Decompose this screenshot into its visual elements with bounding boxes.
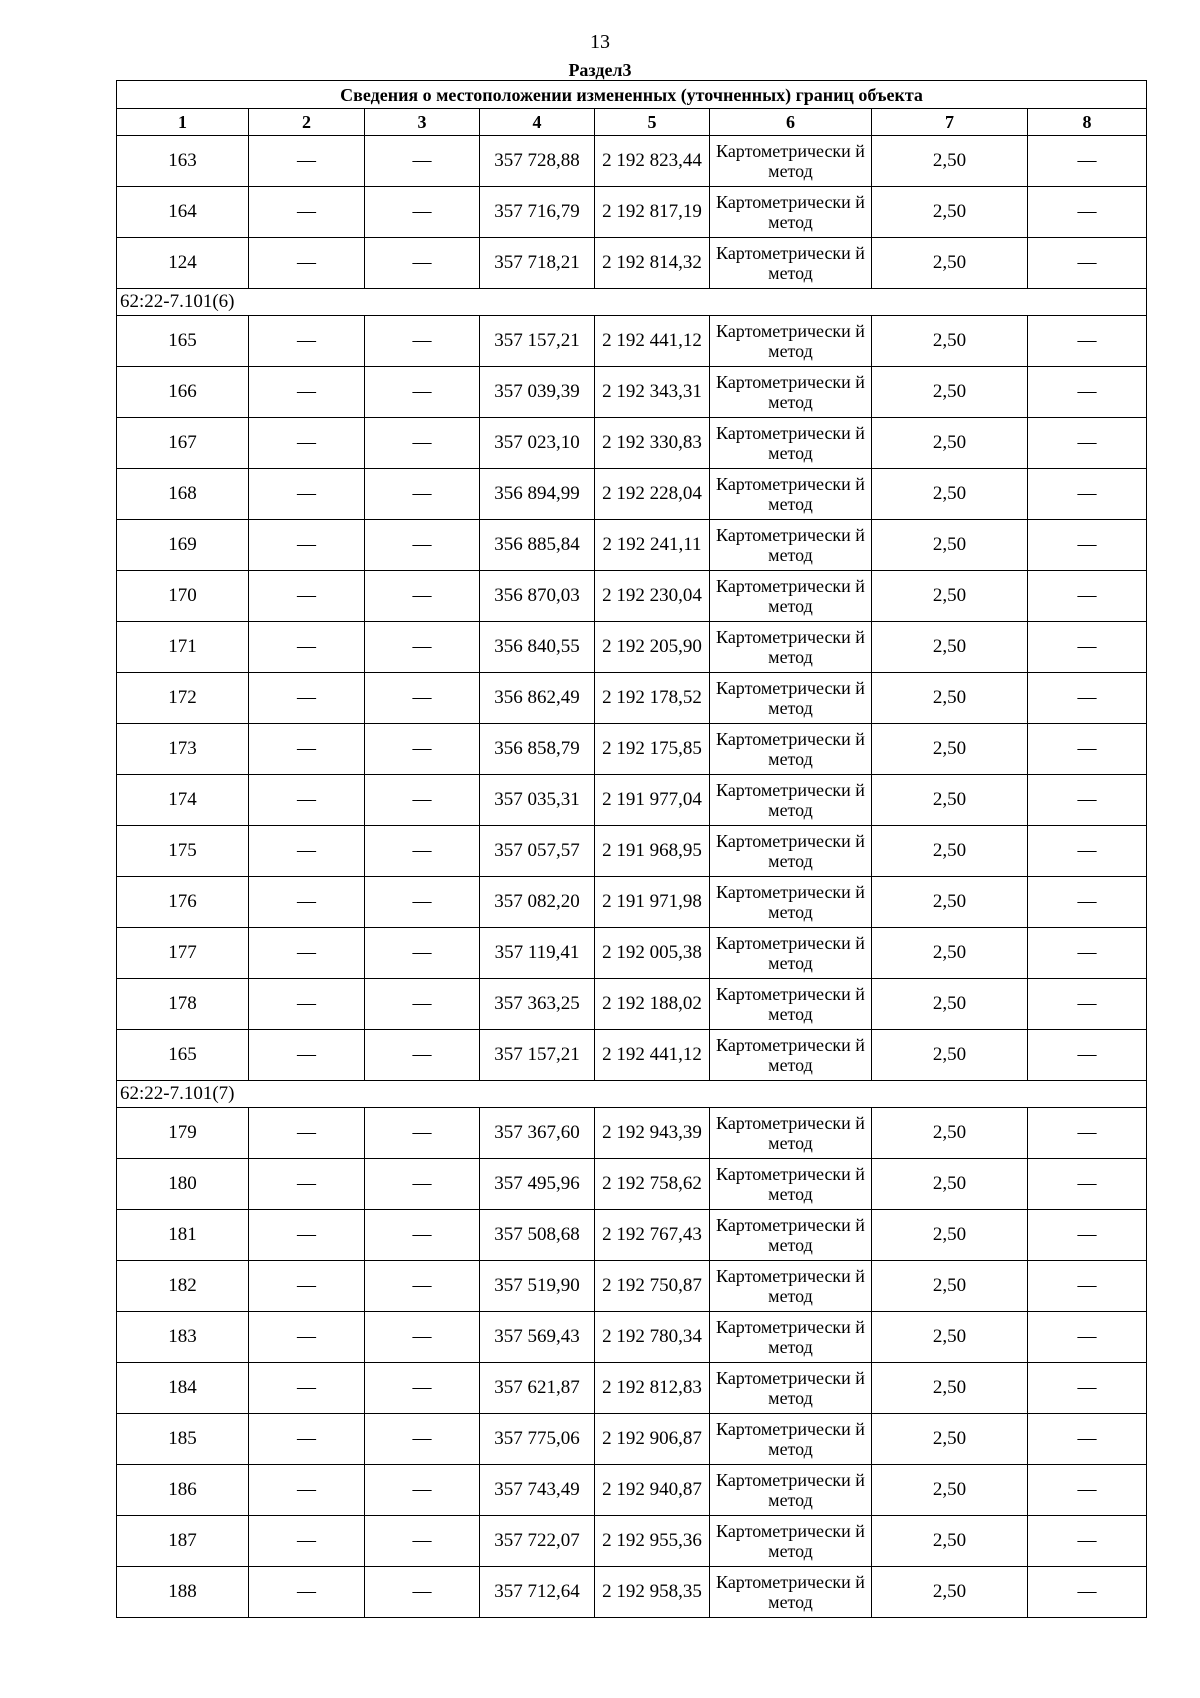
accuracy-value: 2,50 bbox=[872, 316, 1028, 367]
table-row bbox=[117, 673, 1147, 724]
column-2-value: — bbox=[249, 187, 365, 238]
x-coordinate: 357 712,64 bbox=[480, 1567, 595, 1618]
table-row bbox=[117, 1567, 1147, 1618]
y-coordinate: 2 192 005,38 bbox=[595, 928, 710, 979]
method-cell: Картометрически й метод bbox=[710, 1567, 872, 1618]
column-3-value: — bbox=[365, 673, 480, 724]
y-coordinate: 2 192 750,87 bbox=[595, 1261, 710, 1312]
column-2-value: — bbox=[249, 724, 365, 775]
table-row bbox=[117, 136, 1147, 187]
y-coordinate: 2 192 330,83 bbox=[595, 418, 710, 469]
method-cell: Картометрически й метод bbox=[710, 1414, 872, 1465]
x-coordinate: 356 870,03 bbox=[480, 571, 595, 622]
accuracy-value: 2,50 bbox=[872, 928, 1028, 979]
x-coordinate: 357 716,79 bbox=[480, 187, 595, 238]
column-3-value: — bbox=[365, 1363, 480, 1414]
column-8-value: — bbox=[1028, 1567, 1147, 1618]
point-number: 182 bbox=[117, 1261, 249, 1312]
column-3-value: — bbox=[365, 877, 480, 928]
point-number: 163 bbox=[117, 136, 249, 187]
y-coordinate: 2 192 817,19 bbox=[595, 187, 710, 238]
column-2-value: — bbox=[249, 1159, 365, 1210]
method-cell: Картометрически й метод bbox=[710, 418, 872, 469]
point-number: 176 bbox=[117, 877, 249, 928]
method-cell: Картометрически й метод bbox=[710, 928, 872, 979]
x-coordinate: 357 743,49 bbox=[480, 1465, 595, 1516]
x-coordinate: 356 885,84 bbox=[480, 520, 595, 571]
table-row bbox=[117, 1465, 1147, 1516]
point-number: 181 bbox=[117, 1210, 249, 1261]
column-3-value: — bbox=[365, 418, 480, 469]
method-cell: Картометрически й метод bbox=[710, 520, 872, 571]
y-coordinate: 2 192 178,52 bbox=[595, 673, 710, 724]
accuracy-value: 2,50 bbox=[872, 571, 1028, 622]
column-3-value: — bbox=[365, 1567, 480, 1618]
column-8-value: — bbox=[1028, 1363, 1147, 1414]
column-3-value: — bbox=[365, 1159, 480, 1210]
column-3-value: — bbox=[365, 1108, 480, 1159]
x-coordinate: 357 119,41 bbox=[480, 928, 595, 979]
column-header: 5 bbox=[595, 109, 710, 136]
column-2-value: — bbox=[249, 979, 365, 1030]
column-header: 6 bbox=[710, 109, 872, 136]
point-number: 188 bbox=[117, 1567, 249, 1618]
point-number: 124 bbox=[117, 238, 249, 289]
y-coordinate: 2 192 812,83 bbox=[595, 1363, 710, 1414]
column-2-value: — bbox=[249, 1108, 365, 1159]
column-3-value: — bbox=[365, 775, 480, 826]
table-row bbox=[117, 1159, 1147, 1210]
column-3-value: — bbox=[365, 622, 480, 673]
column-8-value: — bbox=[1028, 238, 1147, 289]
point-number: 165 bbox=[117, 316, 249, 367]
accuracy-value: 2,50 bbox=[872, 724, 1028, 775]
y-coordinate: 2 191 971,98 bbox=[595, 877, 710, 928]
table-row bbox=[117, 826, 1147, 877]
column-2-value: — bbox=[249, 1567, 365, 1618]
method-cell: Картометрически й метод bbox=[710, 1210, 872, 1261]
column-3-value: — bbox=[365, 367, 480, 418]
method-cell: Картометрически й метод bbox=[710, 238, 872, 289]
column-3-value: — bbox=[365, 1261, 480, 1312]
accuracy-value: 2,50 bbox=[872, 520, 1028, 571]
column-3-value: — bbox=[365, 1465, 480, 1516]
column-8-value: — bbox=[1028, 826, 1147, 877]
accuracy-value: 2,50 bbox=[872, 775, 1028, 826]
accuracy-value: 2,50 bbox=[872, 469, 1028, 520]
point-number: 179 bbox=[117, 1108, 249, 1159]
x-coordinate: 357 035,31 bbox=[480, 775, 595, 826]
table-row bbox=[117, 877, 1147, 928]
method-cell: Картометрически й метод bbox=[710, 1108, 872, 1159]
method-cell: Картометрически й метод bbox=[710, 826, 872, 877]
column-header-row bbox=[117, 109, 1147, 136]
x-coordinate: 357 569,43 bbox=[480, 1312, 595, 1363]
column-2-value: — bbox=[249, 673, 365, 724]
column-2-value: — bbox=[249, 1030, 365, 1081]
x-coordinate: 357 718,21 bbox=[480, 238, 595, 289]
x-coordinate: 356 894,99 bbox=[480, 469, 595, 520]
method-cell: Картометрически й метод bbox=[710, 1465, 872, 1516]
point-number: 171 bbox=[117, 622, 249, 673]
table-row bbox=[117, 1210, 1147, 1261]
x-coordinate: 357 157,21 bbox=[480, 1030, 595, 1081]
column-3-value: — bbox=[365, 1030, 480, 1081]
column-2-value: — bbox=[249, 571, 365, 622]
column-2-value: — bbox=[249, 1210, 365, 1261]
x-coordinate: 357 082,20 bbox=[480, 877, 595, 928]
table-row bbox=[117, 469, 1147, 520]
x-coordinate: 357 775,06 bbox=[480, 1414, 595, 1465]
y-coordinate: 2 192 906,87 bbox=[595, 1414, 710, 1465]
table-row bbox=[117, 775, 1147, 826]
y-coordinate: 2 192 175,85 bbox=[595, 724, 710, 775]
column-8-value: — bbox=[1028, 928, 1147, 979]
y-coordinate: 2 192 241,11 bbox=[595, 520, 710, 571]
x-coordinate: 357 621,87 bbox=[480, 1363, 595, 1414]
x-coordinate: 356 862,49 bbox=[480, 673, 595, 724]
accuracy-value: 2,50 bbox=[872, 136, 1028, 187]
column-2-value: — bbox=[249, 136, 365, 187]
section-label: Раздел3 bbox=[568, 60, 632, 80]
column-8-value: — bbox=[1028, 520, 1147, 571]
point-number: 170 bbox=[117, 571, 249, 622]
column-3-value: — bbox=[365, 928, 480, 979]
x-coordinate: 356 840,55 bbox=[480, 622, 595, 673]
column-2-value: — bbox=[249, 238, 365, 289]
table-title: Сведения о местоположении измененных (уточненных) границ объекта bbox=[117, 81, 1147, 109]
x-coordinate: 357 367,60 bbox=[480, 1108, 595, 1159]
x-coordinate: 357 508,68 bbox=[480, 1210, 595, 1261]
column-8-value: — bbox=[1028, 673, 1147, 724]
accuracy-value: 2,50 bbox=[872, 1414, 1028, 1465]
column-8-value: — bbox=[1028, 136, 1147, 187]
y-coordinate: 2 192 823,44 bbox=[595, 136, 710, 187]
table-row bbox=[117, 571, 1147, 622]
accuracy-value: 2,50 bbox=[872, 187, 1028, 238]
column-2-value: — bbox=[249, 1312, 365, 1363]
column-2-value: — bbox=[249, 1363, 365, 1414]
y-coordinate: 2 192 780,34 bbox=[595, 1312, 710, 1363]
column-2-value: — bbox=[249, 775, 365, 826]
column-3-value: — bbox=[365, 238, 480, 289]
accuracy-value: 2,50 bbox=[872, 1567, 1028, 1618]
table-row bbox=[117, 520, 1147, 571]
method-cell: Картометрически й метод bbox=[710, 979, 872, 1030]
y-coordinate: 2 192 188,02 bbox=[595, 979, 710, 1030]
column-2-value: — bbox=[249, 367, 365, 418]
column-2-value: — bbox=[249, 469, 365, 520]
group-label: 62:22-7.101(6) bbox=[117, 289, 1147, 316]
column-8-value: — bbox=[1028, 187, 1147, 238]
group-label: 62:22-7.101(7) bbox=[117, 1081, 1147, 1108]
accuracy-value: 2,50 bbox=[872, 1030, 1028, 1081]
point-number: 165 bbox=[117, 1030, 249, 1081]
method-cell: Картометрически й метод bbox=[710, 367, 872, 418]
table-row bbox=[117, 1363, 1147, 1414]
column-3-value: — bbox=[365, 520, 480, 571]
accuracy-value: 2,50 bbox=[872, 1261, 1028, 1312]
y-coordinate: 2 191 968,95 bbox=[595, 826, 710, 877]
point-number: 187 bbox=[117, 1516, 249, 1567]
y-coordinate: 2 192 205,90 bbox=[595, 622, 710, 673]
column-8-value: — bbox=[1028, 775, 1147, 826]
column-8-value: — bbox=[1028, 316, 1147, 367]
method-cell: Картометрически й метод bbox=[710, 1261, 872, 1312]
y-coordinate: 2 192 758,62 bbox=[595, 1159, 710, 1210]
column-3-value: — bbox=[365, 724, 480, 775]
column-8-value: — bbox=[1028, 724, 1147, 775]
x-coordinate: 357 057,57 bbox=[480, 826, 595, 877]
column-8-value: — bbox=[1028, 1030, 1147, 1081]
method-cell: Картометрически й метод bbox=[710, 775, 872, 826]
accuracy-value: 2,50 bbox=[872, 826, 1028, 877]
column-header: 8 bbox=[1028, 109, 1147, 136]
table-row bbox=[117, 622, 1147, 673]
column-2-value: — bbox=[249, 418, 365, 469]
column-header: 7 bbox=[872, 109, 1028, 136]
point-number: 180 bbox=[117, 1159, 249, 1210]
y-coordinate: 2 192 940,87 bbox=[595, 1465, 710, 1516]
point-number: 186 bbox=[117, 1465, 249, 1516]
table-row bbox=[117, 1312, 1147, 1363]
method-cell: Картометрически й метод bbox=[710, 1159, 872, 1210]
y-coordinate: 2 192 943,39 bbox=[595, 1108, 710, 1159]
column-8-value: — bbox=[1028, 469, 1147, 520]
column-header: 1 bbox=[117, 109, 249, 136]
column-3-value: — bbox=[365, 1312, 480, 1363]
y-coordinate: 2 192 441,12 bbox=[595, 316, 710, 367]
y-coordinate: 2 192 955,36 bbox=[595, 1516, 710, 1567]
table-row bbox=[117, 1108, 1147, 1159]
column-3-value: — bbox=[365, 826, 480, 877]
x-coordinate: 356 858,79 bbox=[480, 724, 595, 775]
column-8-value: — bbox=[1028, 1261, 1147, 1312]
point-number: 173 bbox=[117, 724, 249, 775]
column-3-value: — bbox=[365, 1516, 480, 1567]
column-2-value: — bbox=[249, 928, 365, 979]
y-coordinate: 2 192 230,04 bbox=[595, 571, 710, 622]
method-cell: Картометрически й метод bbox=[710, 1030, 872, 1081]
x-coordinate: 357 157,21 bbox=[480, 316, 595, 367]
point-number: 184 bbox=[117, 1363, 249, 1414]
column-8-value: — bbox=[1028, 877, 1147, 928]
column-8-value: — bbox=[1028, 1210, 1147, 1261]
column-3-value: — bbox=[365, 136, 480, 187]
accuracy-value: 2,50 bbox=[872, 418, 1028, 469]
table-row bbox=[117, 724, 1147, 775]
method-cell: Картометрически й метод bbox=[710, 724, 872, 775]
method-cell: Картометрически й метод bbox=[710, 622, 872, 673]
method-cell: Картометрически й метод bbox=[710, 469, 872, 520]
method-cell: Картометрически й метод bbox=[710, 877, 872, 928]
table-row bbox=[117, 979, 1147, 1030]
point-number: 175 bbox=[117, 826, 249, 877]
column-header: 2 bbox=[249, 109, 365, 136]
column-8-value: — bbox=[1028, 1414, 1147, 1465]
y-coordinate: 2 191 977,04 bbox=[595, 775, 710, 826]
coordinates-table bbox=[116, 80, 1147, 1618]
accuracy-value: 2,50 bbox=[872, 1210, 1028, 1261]
column-header: 4 bbox=[480, 109, 595, 136]
column-8-value: — bbox=[1028, 1108, 1147, 1159]
table-row bbox=[117, 1414, 1147, 1465]
column-8-value: — bbox=[1028, 571, 1147, 622]
accuracy-value: 2,50 bbox=[872, 877, 1028, 928]
point-number: 178 bbox=[117, 979, 249, 1030]
column-8-value: — bbox=[1028, 622, 1147, 673]
point-number: 167 bbox=[117, 418, 249, 469]
table-row bbox=[117, 928, 1147, 979]
accuracy-value: 2,50 bbox=[872, 622, 1028, 673]
column-3-value: — bbox=[365, 316, 480, 367]
accuracy-value: 2,50 bbox=[872, 1159, 1028, 1210]
column-3-value: — bbox=[365, 979, 480, 1030]
y-coordinate: 2 192 814,32 bbox=[595, 238, 710, 289]
accuracy-value: 2,50 bbox=[872, 1108, 1028, 1159]
point-number: 169 bbox=[117, 520, 249, 571]
y-coordinate: 2 192 228,04 bbox=[595, 469, 710, 520]
method-cell: Картометрически й метод bbox=[710, 316, 872, 367]
column-2-value: — bbox=[249, 1516, 365, 1567]
point-number: 174 bbox=[117, 775, 249, 826]
column-2-value: — bbox=[249, 1414, 365, 1465]
point-number: 183 bbox=[117, 1312, 249, 1363]
column-2-value: — bbox=[249, 1465, 365, 1516]
method-cell: Картометрически й метод bbox=[710, 1363, 872, 1414]
column-8-value: — bbox=[1028, 1312, 1147, 1363]
accuracy-value: 2,50 bbox=[872, 238, 1028, 289]
method-cell: Картометрически й метод bbox=[710, 571, 872, 622]
column-8-value: — bbox=[1028, 418, 1147, 469]
x-coordinate: 357 519,90 bbox=[480, 1261, 595, 1312]
table-row bbox=[117, 418, 1147, 469]
page-number: 13 bbox=[590, 31, 610, 53]
point-number: 172 bbox=[117, 673, 249, 724]
x-coordinate: 357 039,39 bbox=[480, 367, 595, 418]
accuracy-value: 2,50 bbox=[872, 1312, 1028, 1363]
x-coordinate: 357 722,07 bbox=[480, 1516, 595, 1567]
method-cell: Картометрически й метод bbox=[710, 673, 872, 724]
table-row bbox=[117, 1261, 1147, 1312]
y-coordinate: 2 192 441,12 bbox=[595, 1030, 710, 1081]
x-coordinate: 357 728,88 bbox=[480, 136, 595, 187]
column-2-value: — bbox=[249, 1261, 365, 1312]
point-number: 166 bbox=[117, 367, 249, 418]
column-8-value: — bbox=[1028, 1159, 1147, 1210]
column-3-value: — bbox=[365, 469, 480, 520]
point-number: 168 bbox=[117, 469, 249, 520]
table-row bbox=[117, 367, 1147, 418]
table-row bbox=[117, 238, 1147, 289]
column-2-value: — bbox=[249, 316, 365, 367]
column-2-value: — bbox=[249, 877, 365, 928]
column-2-value: — bbox=[249, 520, 365, 571]
table-body bbox=[117, 136, 1147, 1618]
point-number: 177 bbox=[117, 928, 249, 979]
method-cell: Картометрически й метод bbox=[710, 187, 872, 238]
table-row bbox=[117, 1516, 1147, 1567]
table-row bbox=[117, 187, 1147, 238]
column-8-value: — bbox=[1028, 1465, 1147, 1516]
y-coordinate: 2 192 343,31 bbox=[595, 367, 710, 418]
column-2-value: — bbox=[249, 622, 365, 673]
point-number: 164 bbox=[117, 187, 249, 238]
accuracy-value: 2,50 bbox=[872, 1516, 1028, 1567]
x-coordinate: 357 495,96 bbox=[480, 1159, 595, 1210]
table-row bbox=[117, 316, 1147, 367]
column-header: 3 bbox=[365, 109, 480, 136]
column-3-value: — bbox=[365, 187, 480, 238]
column-2-value: — bbox=[249, 826, 365, 877]
point-number: 185 bbox=[117, 1414, 249, 1465]
accuracy-value: 2,50 bbox=[872, 979, 1028, 1030]
column-8-value: — bbox=[1028, 1516, 1147, 1567]
table-row bbox=[117, 1030, 1147, 1081]
group-row bbox=[117, 1081, 1147, 1108]
column-8-value: — bbox=[1028, 979, 1147, 1030]
accuracy-value: 2,50 bbox=[872, 367, 1028, 418]
method-cell: Картометрически й метод bbox=[710, 136, 872, 187]
method-cell: Картометрически й метод bbox=[710, 1516, 872, 1567]
column-3-value: — bbox=[365, 1414, 480, 1465]
method-cell: Картометрически й метод bbox=[710, 1312, 872, 1363]
accuracy-value: 2,50 bbox=[872, 1363, 1028, 1414]
column-8-value: — bbox=[1028, 367, 1147, 418]
x-coordinate: 357 023,10 bbox=[480, 418, 595, 469]
y-coordinate: 2 192 767,43 bbox=[595, 1210, 710, 1261]
y-coordinate: 2 192 958,35 bbox=[595, 1567, 710, 1618]
group-row bbox=[117, 289, 1147, 316]
accuracy-value: 2,50 bbox=[872, 1465, 1028, 1516]
x-coordinate: 357 363,25 bbox=[480, 979, 595, 1030]
column-3-value: — bbox=[365, 571, 480, 622]
accuracy-value: 2,50 bbox=[872, 673, 1028, 724]
column-3-value: — bbox=[365, 1210, 480, 1261]
